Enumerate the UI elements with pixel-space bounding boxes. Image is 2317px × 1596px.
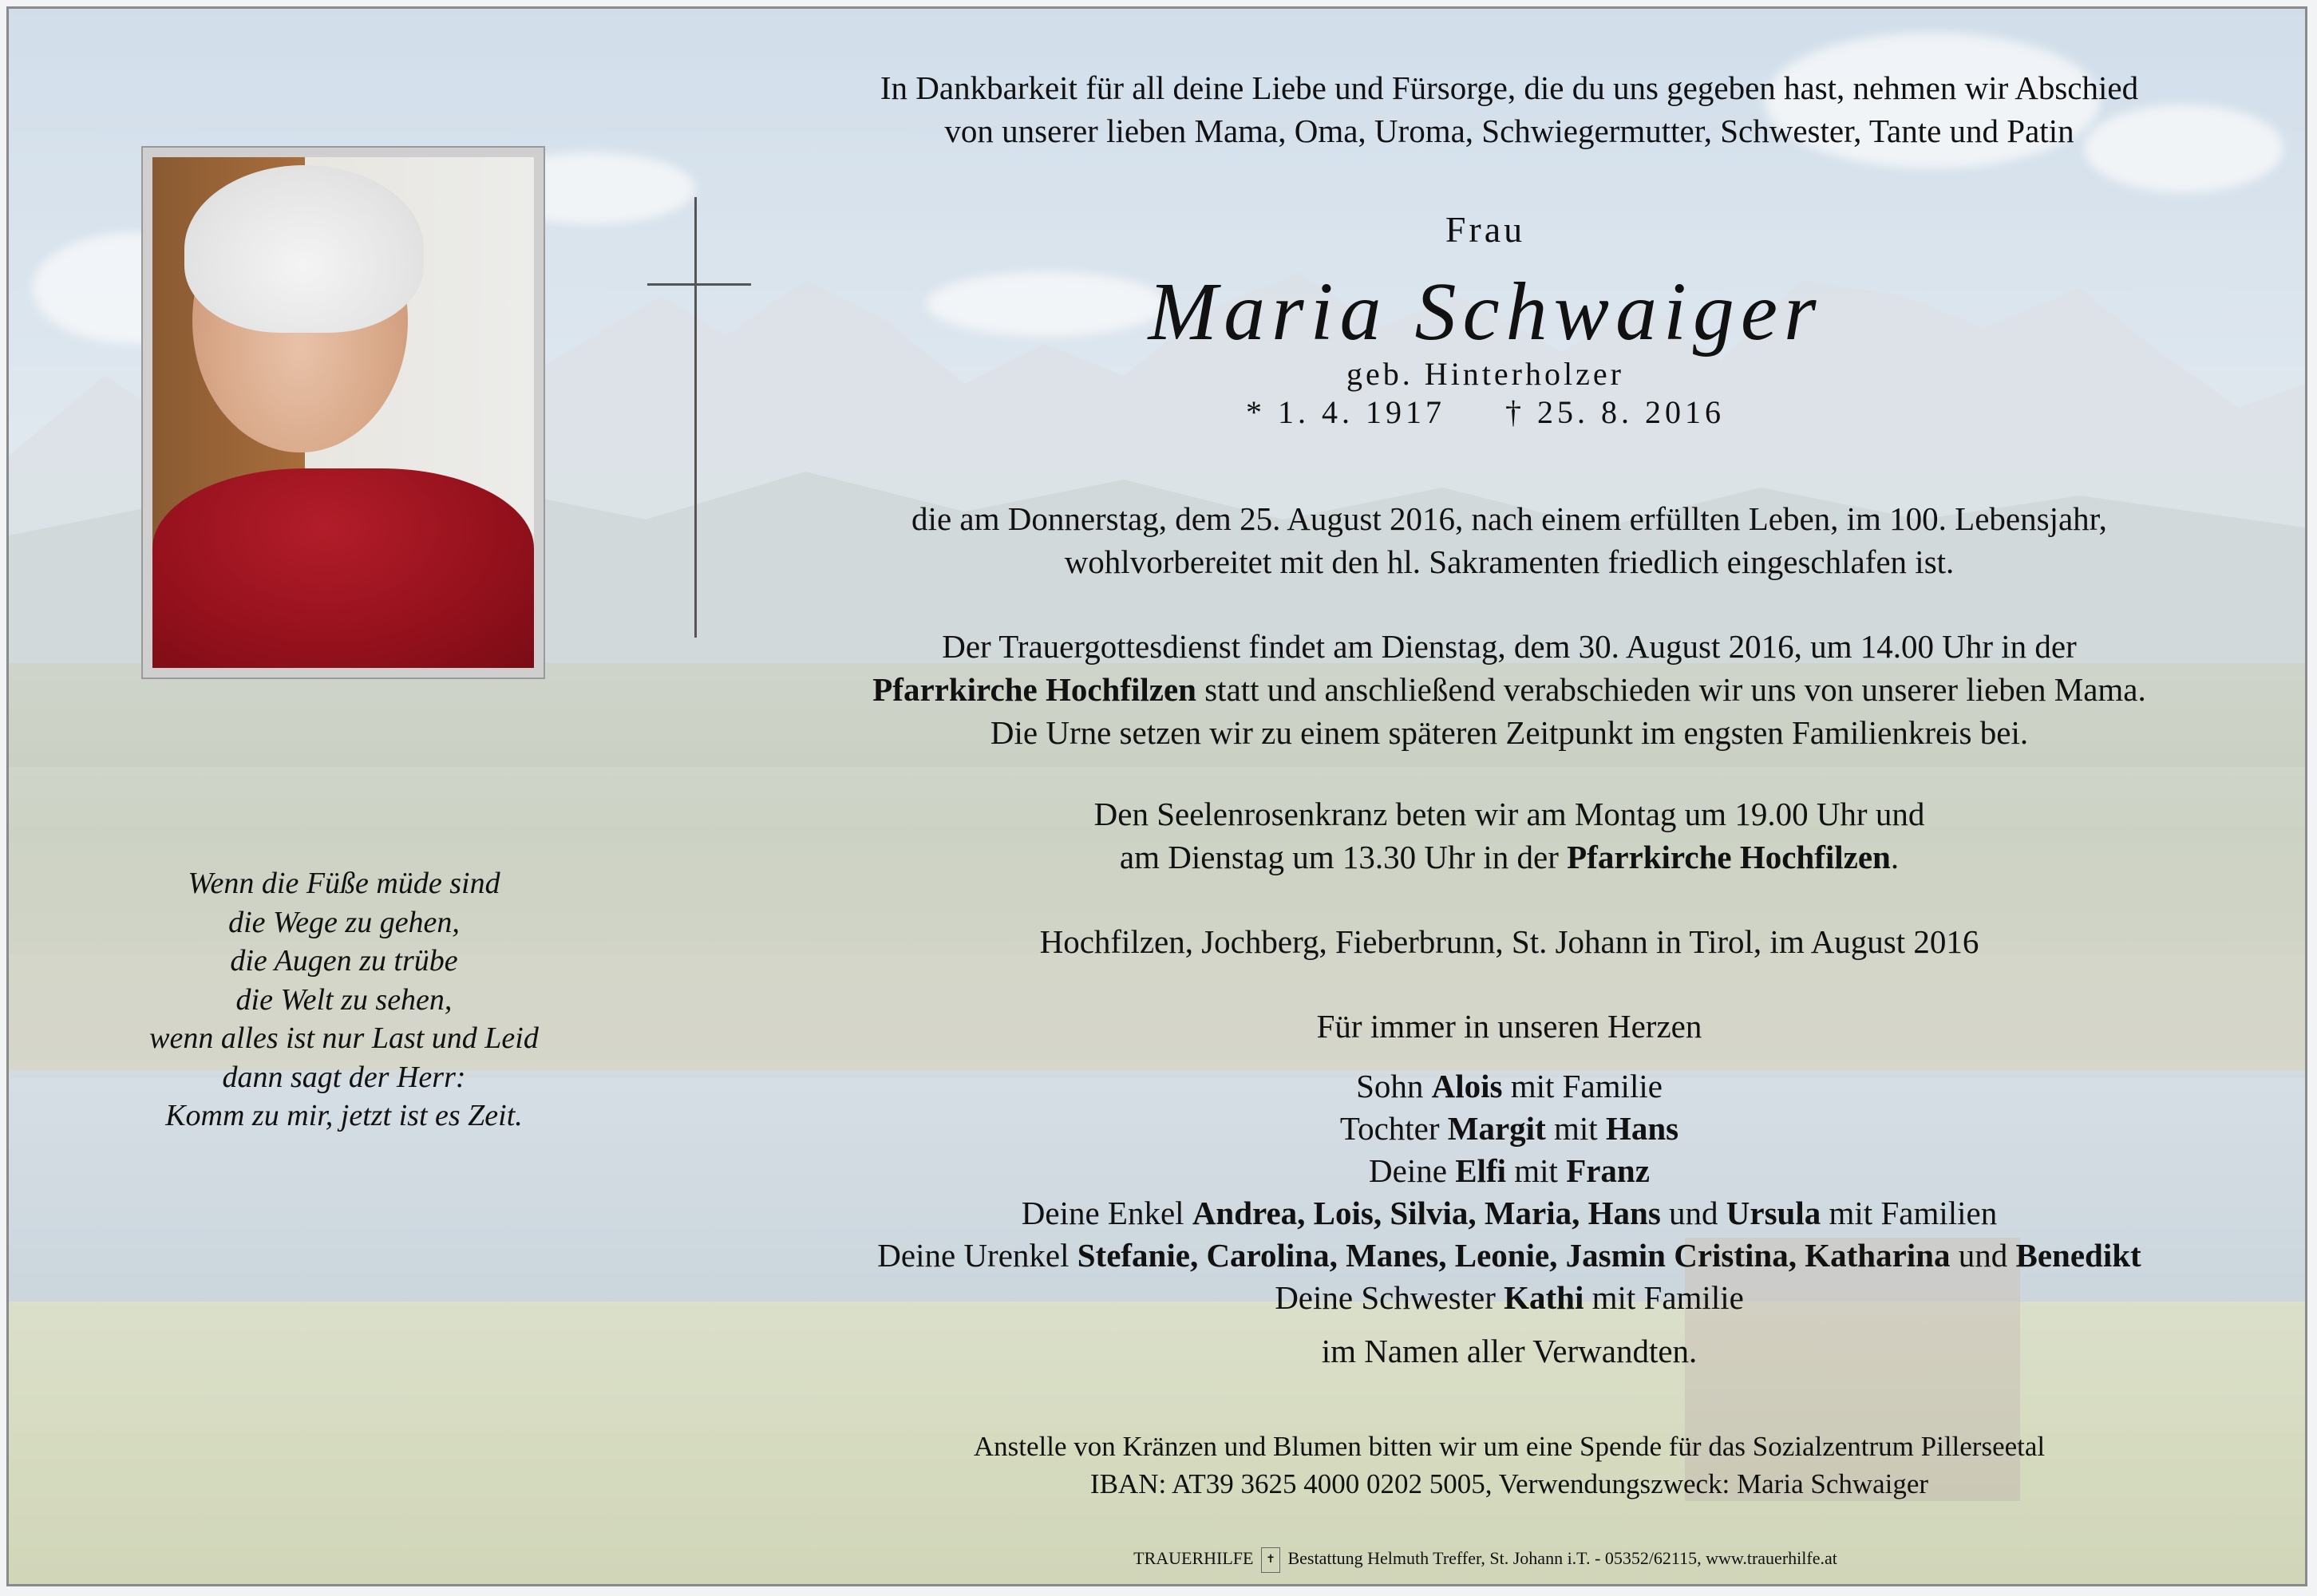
death-notice bbox=[711, 497, 2307, 583]
portrait-frame bbox=[141, 146, 545, 679]
poem-line: die Wege zu gehen, bbox=[228, 905, 460, 939]
mourner-name: Alois bbox=[1431, 1068, 1503, 1104]
poem-line: die Welt zu sehen, bbox=[235, 982, 453, 1017]
poem-line: Komm zu mir, jetzt ist es Zeit. bbox=[165, 1099, 523, 1132]
footer bbox=[887, 1547, 2084, 1573]
mourners-list bbox=[711, 1065, 2307, 1373]
death-date: † 25. 8. 2016 bbox=[1505, 394, 1725, 430]
footer-text: Bestattung Helmuth Treffer, St. Johann i.T. - 05352/62115, www.trauerhilfe.at bbox=[1287, 1548, 1837, 1569]
places-date: Hochfilzen, Jochberg, Fieberbrunn, St. Johann in Tirol, im August 2016 bbox=[1039, 923, 1979, 960]
mourner-text: mit bbox=[1506, 1152, 1567, 1189]
poem-line: dann sagt der Herr: bbox=[222, 1060, 466, 1094]
forever-line: Für immer in unseren Herzen bbox=[1316, 1008, 1702, 1045]
mourner-name: Elfi bbox=[1455, 1152, 1506, 1189]
rosary-line bbox=[711, 836, 2307, 879]
mourner-name: Stefanie, Carolina, Manes, Leonie, Jasmin Cristina, Katharina bbox=[1077, 1237, 1951, 1274]
mourner-line bbox=[711, 1150, 2307, 1192]
poem-line: die Augen zu trübe bbox=[230, 944, 458, 978]
church-name: Pfarrkirche Hochfilzen bbox=[1567, 839, 1891, 875]
mourner-name: Andrea, Lois, Silvia, Maria, Hans bbox=[1192, 1195, 1661, 1231]
mourner-line bbox=[711, 1277, 2307, 1319]
mourner-text: Deine Schwester bbox=[1275, 1279, 1504, 1316]
notice-line: wohlvorbereitet mit den hl. Sakramenten friedlich eingeschlafen ist. bbox=[1064, 543, 1955, 580]
rosary-line: Den Seelenrosenkranz beten wir am Montag um 19.00 Uhr und bbox=[1093, 796, 1925, 832]
funeral-line: Die Urne setzen wir zu einem späteren Zeitpunkt im engsten Familienkreis bei. bbox=[990, 714, 2029, 751]
mourner-name: Hans bbox=[1605, 1110, 1679, 1147]
trauerhilfe-logo-icon: ✝ bbox=[1261, 1547, 1280, 1573]
salutation: Frau bbox=[1445, 209, 1526, 250]
mourner-name: Kathi bbox=[1504, 1279, 1584, 1316]
notice-line: die am Donnerstag, dem 25. August 2016, nach einem erfüllten Leben, im 100. Lebensjahr, bbox=[911, 500, 2107, 537]
portrait-body bbox=[152, 468, 534, 668]
mourner-text: und bbox=[1950, 1237, 2016, 1274]
life-dates bbox=[1126, 393, 1845, 431]
mourner-text: mit Familie bbox=[1502, 1068, 1663, 1104]
funeral-line: Der Trauergottesdienst findet am Dienstag, dem 30. August 2016, um 14.00 Uhr in der bbox=[942, 628, 2077, 665]
rosary-text: . bbox=[1890, 839, 1900, 875]
mourner-text: Tochter bbox=[1339, 1110, 1448, 1147]
portrait-photo bbox=[152, 157, 534, 668]
donation-line: IBAN: AT39 3625 4000 0202 5005, Verwendungszweck: Maria Schwaiger bbox=[1089, 1468, 1929, 1499]
intro-line: von unserer lieben Mama, Oma, Uroma, Schwiegermutter, Schwester, Tante und Patin bbox=[944, 113, 2074, 149]
cross-icon bbox=[694, 197, 697, 638]
mourner-text: mit Familie bbox=[1584, 1279, 1744, 1316]
mourner-line bbox=[711, 1235, 2307, 1277]
mourner-name: Franz bbox=[1566, 1152, 1650, 1189]
mourner-text: mit bbox=[1545, 1110, 1606, 1147]
funeral-line bbox=[711, 668, 2307, 711]
intro-text bbox=[727, 66, 2291, 152]
funeral-info bbox=[711, 625, 2307, 754]
poem bbox=[89, 864, 599, 1136]
donation-info bbox=[727, 1428, 2291, 1503]
intro-line: In Dankbarkeit für all deine Liebe und Fürsorge, die du uns gegeben hast, nehmen wir Abschied bbox=[880, 69, 2139, 106]
poem-line: wenn alles ist nur Last und Leid bbox=[149, 1021, 539, 1055]
mourner-text: Sohn bbox=[1356, 1068, 1432, 1104]
deceased-name: Maria Schwaiger bbox=[1148, 266, 1823, 358]
footer-brand: TRAUERHILFE bbox=[1133, 1548, 1254, 1569]
mourner-text: Deine Urenkel bbox=[877, 1237, 1077, 1274]
mourner-name: Ursula bbox=[1726, 1195, 1821, 1231]
mourner-text: Deine Enkel bbox=[1021, 1195, 1192, 1231]
cross-icon-bar bbox=[647, 283, 751, 286]
rosary-info bbox=[711, 792, 2307, 879]
obituary-card bbox=[6, 6, 2307, 1586]
mourner-name: Margit bbox=[1447, 1110, 1546, 1147]
church-name: Pfarrkirche Hochfilzen bbox=[872, 671, 1196, 708]
birth-date: * 1. 4. 1917 bbox=[1246, 394, 1445, 430]
portrait-hair bbox=[184, 165, 424, 333]
relatives-line: im Namen aller Verwandten. bbox=[1321, 1333, 1698, 1369]
poem-line: Wenn die Füße müde sind bbox=[188, 867, 500, 900]
donation-line: Anstelle von Kränzen und Blumen bitten wir um eine Spende für das Sozialzentrum Pillerseetal bbox=[973, 1431, 2046, 1462]
funeral-text: statt und anschließend verabschieden wir uns von unserer lieben Mama. bbox=[1196, 671, 2146, 708]
mourner-text: und bbox=[1660, 1195, 1726, 1231]
mourner-line bbox=[711, 1108, 2307, 1150]
mourner-line bbox=[711, 1192, 2307, 1235]
maiden-name: geb. Hinterholzer bbox=[1346, 356, 1624, 392]
rosary-text: am Dienstag um 13.30 Uhr in der bbox=[1119, 839, 1568, 875]
mourner-text: mit Familien bbox=[1821, 1195, 1998, 1231]
mourner-name: Benedikt bbox=[2015, 1237, 2141, 1274]
mourner-text: Deine bbox=[1369, 1152, 1456, 1189]
mourner-line bbox=[711, 1065, 2307, 1108]
